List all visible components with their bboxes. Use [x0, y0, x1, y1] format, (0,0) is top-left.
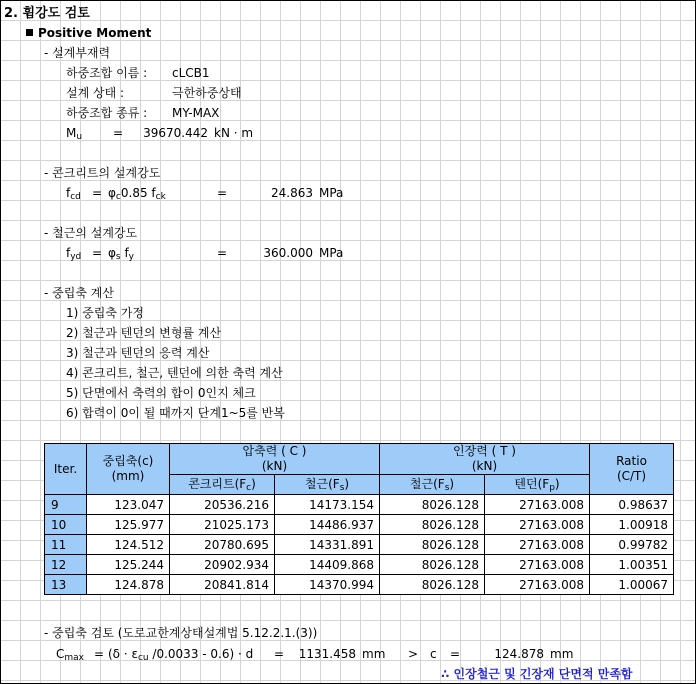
fcd-equals-2: = [217, 186, 228, 200]
fcd-formula: $\varphi_c0.85$ $f_{ck}$ [108, 186, 166, 202]
section-title: 2. 휨강도 검토 [4, 6, 90, 21]
fyd-equals: = [92, 246, 103, 260]
concrete-force-cell: 20780.695 [170, 535, 275, 555]
table-row [45, 575, 674, 595]
fyd-value: 360.000 [263, 246, 313, 260]
mu-unit: kN · m [214, 126, 254, 140]
neutral-axis-cell: 123.047 [87, 495, 170, 515]
neutral-axis-cell: 125.244 [87, 555, 170, 575]
combo-type-label: 하중조합 종류 : [66, 106, 148, 120]
steel-tension-cell: 8026.128 [380, 515, 485, 535]
steel-tension-cell: 8026.128 [380, 535, 485, 555]
fyd-unit: MPa [319, 246, 344, 260]
header-steel-tension-force: 철근$(F_s)$ [380, 475, 485, 495]
concrete-force-cell: 21025.173 [170, 515, 275, 535]
steel-compression-cell: 14331.891 [275, 535, 380, 555]
combo-name-label: 하중조합 이름 : [66, 66, 148, 80]
header-steel-compression-force: 철근$(F_s)$ [275, 475, 380, 495]
iter-cell: 11 [45, 535, 87, 555]
fcd-unit: MPa [319, 186, 344, 200]
fyd-formula: $\varphi_s$ $f_y$ [108, 246, 134, 262]
combo-type-value: MY-MAX [172, 106, 220, 120]
header-iter: Iter. [45, 444, 87, 495]
conclusion-note: ∴ 인장철근 및 긴장재 단면적 만족함 [441, 667, 633, 681]
step-item: 4) 콘크리트, 철근, 텐던에 의한 축력 계산 [66, 366, 283, 380]
tendon-force-cell: 27163.008 [485, 555, 590, 575]
header-neutral-axis: 중립축(c) (mm) [87, 444, 170, 495]
fyd-symbol: $f_{yd}$ [66, 246, 82, 262]
cmax-value: 1131.458 [298, 647, 356, 661]
combo-name-value: cLCB1 [172, 66, 210, 80]
ratio-cell: 1.00351 [590, 555, 674, 575]
c-unit: mm [550, 647, 574, 661]
tendon-force-cell: 27163.008 [485, 515, 590, 535]
fcd-symbol: $f_{cd}$ [66, 186, 81, 202]
header-compression: 압축력 ( C ) (kN) [170, 444, 380, 475]
cmax-equals-2: = [274, 647, 285, 661]
check-reference: (도로교한계상태설계법 5.12.2.1.(3)) [117, 626, 318, 640]
header-concrete-force: 콘크리트$(F_c)$ [170, 475, 275, 495]
fcd-equals: = [92, 186, 103, 200]
concrete-force-cell: 20902.934 [170, 555, 275, 575]
neutral-axis-heading: - 중립축 계산 [44, 286, 114, 300]
steel-tension-cell: 8026.128 [380, 575, 485, 595]
design-forces-heading: - 설계부재력 [44, 46, 111, 60]
steel-compression-cell: 14173.154 [275, 495, 380, 515]
table-row [45, 535, 674, 555]
tendon-force-cell: 27163.008 [485, 535, 590, 555]
step-item: 5) 단면에서 축력의 합이 0인지 체크 [66, 386, 256, 400]
concrete-force-cell: 20536.216 [170, 495, 275, 515]
cmax-equals: = [94, 647, 105, 661]
header-ratio: Ratio (C/T) [590, 444, 674, 495]
table-row [45, 515, 674, 535]
ratio-cell: 1.00067 [590, 575, 674, 595]
c-value: 124.878 [494, 647, 544, 661]
neutral-axis-cell: 125.977 [87, 515, 170, 535]
ratio-cell: 1.00918 [590, 515, 674, 535]
fcd-value: 24.863 [271, 186, 313, 200]
neutral-axis-cell: 124.512 [87, 535, 170, 555]
steel-compression-cell: 14409.868 [275, 555, 380, 575]
steel-tension-cell: 8026.128 [380, 495, 485, 515]
bullet-square-icon [26, 29, 33, 36]
design-state-label: 설계 상태 : [66, 86, 125, 100]
cmax-formula: ($\delta \cdot \varepsilon_{cu}$ /0.0033 - 0.6) · d [108, 647, 254, 663]
cmax-unit: mm [362, 647, 386, 661]
subsection-title: Positive Moment [26, 25, 151, 41]
iter-cell: 12 [45, 555, 87, 575]
design-state-value: 극한하중상태 [172, 86, 242, 100]
c-equals: = [450, 647, 461, 661]
step-item: 2) 철근과 텐던의 변형률 계산 [66, 326, 222, 340]
step-item: 3) 철근과 텐던의 응력 계산 [66, 346, 210, 360]
steel-strength-heading: - 철근의 설계강도 [44, 226, 138, 240]
iter-cell: 10 [45, 515, 87, 535]
header-tension: 인장력 ( T ) (kN) [380, 444, 590, 475]
concrete-force-cell: 20841.814 [170, 575, 275, 595]
c-symbol: c [430, 647, 437, 661]
iter-cell: 13 [45, 575, 87, 595]
header-tendon-force: 텐던$(F_p)$ [485, 475, 590, 495]
mu-value: 39670.442 [143, 126, 208, 140]
concrete-strength-heading: - 콘크리트의 설계강도 [44, 166, 161, 180]
iteration-table [44, 443, 674, 595]
steel-compression-cell: 14370.994 [275, 575, 380, 595]
step-item: 1) 중립축 가정 [66, 306, 144, 320]
iter-cell: 9 [45, 495, 87, 515]
table-row [45, 555, 674, 575]
table-row [45, 495, 674, 515]
greater-than: > [408, 647, 419, 661]
ratio-cell: 0.98637 [590, 495, 674, 515]
tendon-force-cell: 27163.008 [485, 575, 590, 595]
cmax-symbol: $C_{max}$ [56, 647, 84, 663]
tendon-force-cell: 27163.008 [485, 495, 590, 515]
steel-tension-cell: 8026.128 [380, 555, 485, 575]
step-item: 6) 합력이 0이 될 때까지 단계1~5를 반복 [66, 406, 285, 420]
neutral-axis-cell: 124.878 [87, 575, 170, 595]
mu-equals: = [113, 126, 124, 140]
fyd-equals-2: = [217, 246, 228, 260]
ratio-cell: 0.99782 [590, 535, 674, 555]
steel-compression-cell: 14486.937 [275, 515, 380, 535]
check-heading: - 중립축 검토 (도로교한계상태설계법 5.12.2.1.(3)) [44, 626, 318, 640]
mu-symbol: $M_u$ [66, 126, 83, 142]
